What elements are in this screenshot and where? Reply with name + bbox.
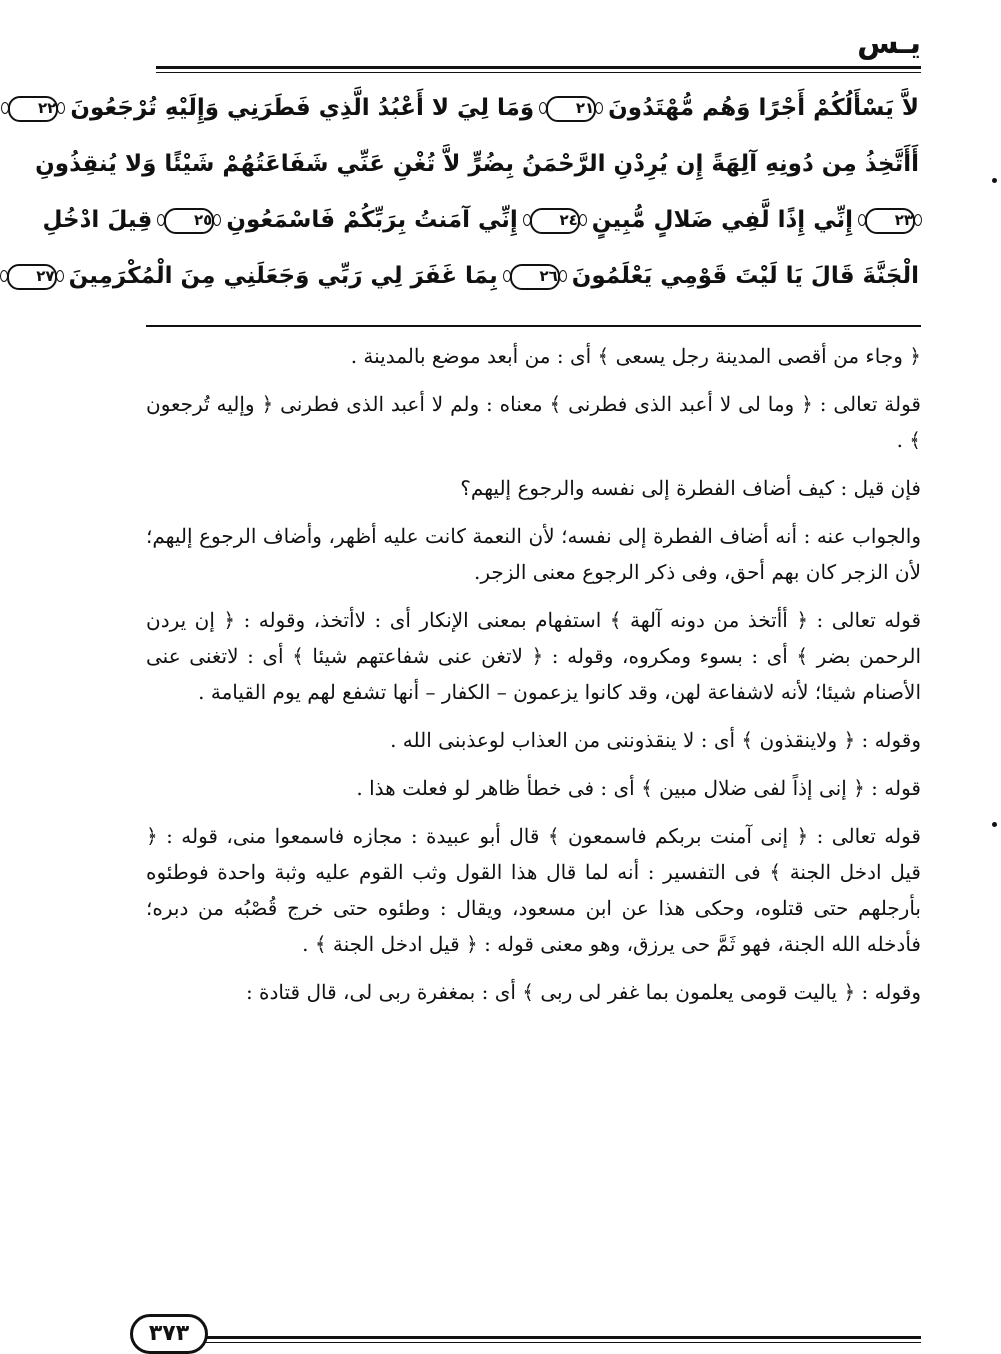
quran-line xyxy=(42,192,919,248)
margin-dot xyxy=(992,822,997,827)
quran-text: وَمَا لِيَ لا أَعْبُدُ الَّذِي فَطَرَنِي وَإِلَيْهِ تُرْجَعُونَ xyxy=(62,95,543,121)
quran-line xyxy=(35,136,919,192)
quran-text: إِنِّي آمَنتُ بِرَبِّكُمْ فَاسْمَعُونِ xyxy=(218,207,526,233)
ayah-number-marker: ٢٧ xyxy=(7,264,57,290)
section-divider xyxy=(146,325,921,327)
quran-text: إِنِّي إِذًا لَّفِي ضَلالٍ مُّبِينٍ xyxy=(583,207,861,233)
quran-line xyxy=(36,248,919,304)
quran-text: قِيلَ ادْخُلِ xyxy=(42,207,161,233)
ayah-number-marker: ٢٣ xyxy=(865,208,915,234)
commentary-paragraph: قوله : ﴿ إنى إذاً لفى ضلال مبين ﴾ أى : فى خطأ ظاهر لو فعلت هذا . xyxy=(356,776,921,800)
page-number: ٣٧٣ xyxy=(130,1314,208,1354)
margin-dot xyxy=(992,178,997,183)
surah-title: يـس xyxy=(857,26,921,61)
quran-line xyxy=(38,80,919,136)
commentary-paragraph: قوله تعالى : ﴿ أأتخذ من دونه آلهة ﴾ استفهام بمعنى الإنكار أى : لاأتخذ، وقوله : ﴿ إن يردن الرحمن بضر ﴾ أى : بسوء ومكروه، وقوله : ﴿ لاتغن عنى شفاعتهم شيئا ﴾ أى : لاتغنى عنى الأصنام شيئا؛ لأنه لاشفاعة لهن، وقد كانوا يزعمون – الكفار – أنها تشفع لهم يوم القيامة . xyxy=(146,608,921,704)
quran-text: بِمَا غَفَرَ لِي رَبِّي وَجَعَلَنِي مِنَ الْمُكْرَمِينَ xyxy=(60,263,506,289)
footer-rule-thin xyxy=(194,1342,921,1343)
header-rule-thick xyxy=(156,66,921,69)
ayah-number-marker: ٢٦ xyxy=(510,264,560,290)
ayah-number-marker: ٢٥ xyxy=(164,208,214,234)
header-rule-thin xyxy=(156,72,921,73)
quran-text: أَأَتَّخِذُ مِن دُونِهِ آلِهَةً إِن يُرِدْنِ الرَّحْمَنُ بِضُرٍّ لاَّ تُغْنِ عَنِّي شَفَاعَتُهُمْ شَيْئًا وَلا يُنقِذُونِ xyxy=(35,151,919,177)
ayah-number-marker: ٢٢ xyxy=(8,96,58,122)
commentary-paragraph: ﴿ وجاء من أقصى المدينة رجل يسعى ﴾ أى : من أبعد موضع بالمدينة . xyxy=(350,344,921,368)
commentary-paragraph: وقوله : ﴿ ولاينقذون ﴾ أى : لا ينقذوننى من العذاب لوعذبنى الله . xyxy=(390,728,921,752)
commentary-paragraph: قولة تعالى : ﴿ وما لى لا أعبد الذى فطرنى ﴾ معناه : ولم لا أعبد الذى فطرنى ﴿ وإليه تُرجعون ﴾ . xyxy=(146,392,921,452)
commentary-paragraph: فإن قيل : كيف أضاف الفطرة إلى نفسه والرجوع إليهم؟ xyxy=(460,476,921,500)
ayah-number-marker: ٢٤ xyxy=(530,208,580,234)
quran-text: لاَّ يَسْأَلُكُمْ أَجْرًا وَهُم مُّهْتَدُونَ xyxy=(600,95,919,121)
quran-verses-block xyxy=(35,80,919,304)
commentary-paragraph: قوله تعالى : ﴿ إنى آمنت بربكم فاسمعون ﴾ قال أبو عبيدة : مجازه فاسمعوا منى، قوله : ﴿ قيل ادخل الجنة ﴾ فى التفسير : أنه لما قال هذا القول وثب القوم عليه وثبة واحدة فوطئوه بأرجلهم حتى قتلوه، وحكى هذا عن ابن مسعود، ويقال : وطئوه حتى خرج قُصْبُه من دبره؛ فأدخله الله الجنة، فهو ثَمَّ حى يرزق، وهو معنى قوله : ﴿ قيل ادخل الجنة ﴾ . xyxy=(146,824,921,956)
book-page xyxy=(35,0,1001,1349)
ayah-number-marker: ٢١ xyxy=(546,96,596,122)
commentary-paragraph: وقوله : ﴿ ياليت قومى يعلمون بما غفر لى ربى ﴾ أى : بمغفرة ربى لى، قال قتادة : xyxy=(245,980,921,1004)
commentary-paragraph: والجواب عنه : أنه أضاف الفطرة إلى نفسه؛ لأن النعمة كانت عليه أظهر، وأضاف الرجوع إليهم؛ لأن الزجر كان بهم أحق، وفى ذكر الرجوع معنى الزجر. xyxy=(146,524,921,584)
quran-text: الْجَنَّةَ قَالَ يَا لَيْتَ قَوْمِي يَعْلَمُونَ xyxy=(563,263,919,289)
commentary-block xyxy=(146,338,921,1022)
footer-rule-thick xyxy=(194,1336,921,1339)
